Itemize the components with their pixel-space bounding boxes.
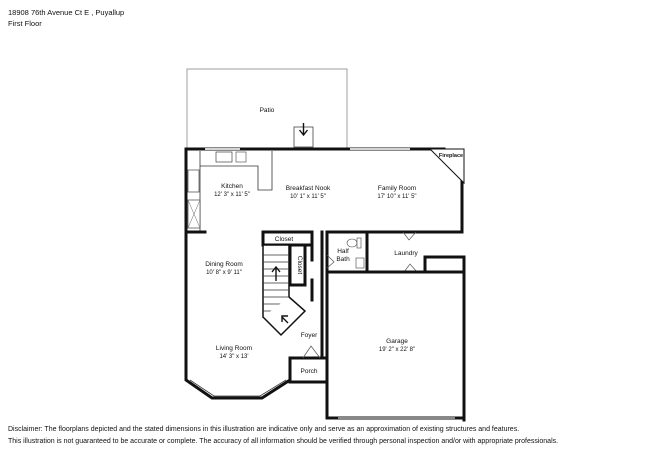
fireplace-label: Fireplace xyxy=(438,153,464,159)
room-closet-side-name: Closet xyxy=(296,255,303,275)
room-family-room-dims: 17' 10" x 11' 5" xyxy=(377,194,417,200)
room-kitchen-name: Kitchen xyxy=(221,183,243,190)
floor-label: First Floor xyxy=(8,19,42,28)
room-porch-name: Porch xyxy=(300,368,318,375)
garage-outline xyxy=(327,272,464,418)
room-dining-room-name: Dining Room xyxy=(205,261,243,268)
room-living-room-name: Living Room xyxy=(215,345,253,352)
room-closet-top-name: Closet xyxy=(274,236,294,243)
property-address: 18908 76th Avenue Ct E , Puyallup xyxy=(8,8,125,17)
room-kitchen-dims: 12' 3" x 11' 5" xyxy=(214,192,250,198)
kitchen-stove xyxy=(188,170,199,192)
room-patio-name: Patio xyxy=(259,107,275,114)
room-family-room-name: Family Room xyxy=(377,185,417,192)
room-breakfast-nook-dims: 10' 1" x 11' 5" xyxy=(290,194,326,200)
bath-sink xyxy=(356,258,364,268)
room-breakfast-nook-name: Breakfast Nook xyxy=(285,185,331,192)
toilet xyxy=(347,239,357,247)
living-room-bay-wall xyxy=(186,368,290,398)
room-garage-name: Garage xyxy=(386,338,408,345)
exterior-wall xyxy=(186,149,462,368)
room-half-bath-name-2: Bath xyxy=(336,256,350,263)
disclaimer-line-2: This illustration is not guaranteed to be accurate or complete. The accuracy of all information should be verified through personal inspection and/or with appropriate professionals. xyxy=(8,438,559,445)
foyer-wall xyxy=(312,232,322,358)
room-garage-dims: 19' 2" x 22' 8" xyxy=(378,347,416,353)
room-half-bath-name-1: Half xyxy=(337,248,349,255)
foyer-door xyxy=(303,346,320,358)
room-dining-room-dims: 10' 8" x 9' 11" xyxy=(206,270,242,276)
kitchen-sink xyxy=(216,152,232,162)
room-laundry-name: Laundry xyxy=(394,250,418,257)
room-foyer-name: Foyer xyxy=(300,332,318,339)
room-living-room-dims: 14' 3" x 13' xyxy=(219,354,249,360)
dishwasher xyxy=(236,152,246,162)
toilet-tank xyxy=(357,238,361,248)
disclaimer-line-1: Disclaimer: The floorplans depicted and the stated dimensions in this illustration are indicative only and serve as an approximation of existing structures and features. xyxy=(8,426,520,433)
